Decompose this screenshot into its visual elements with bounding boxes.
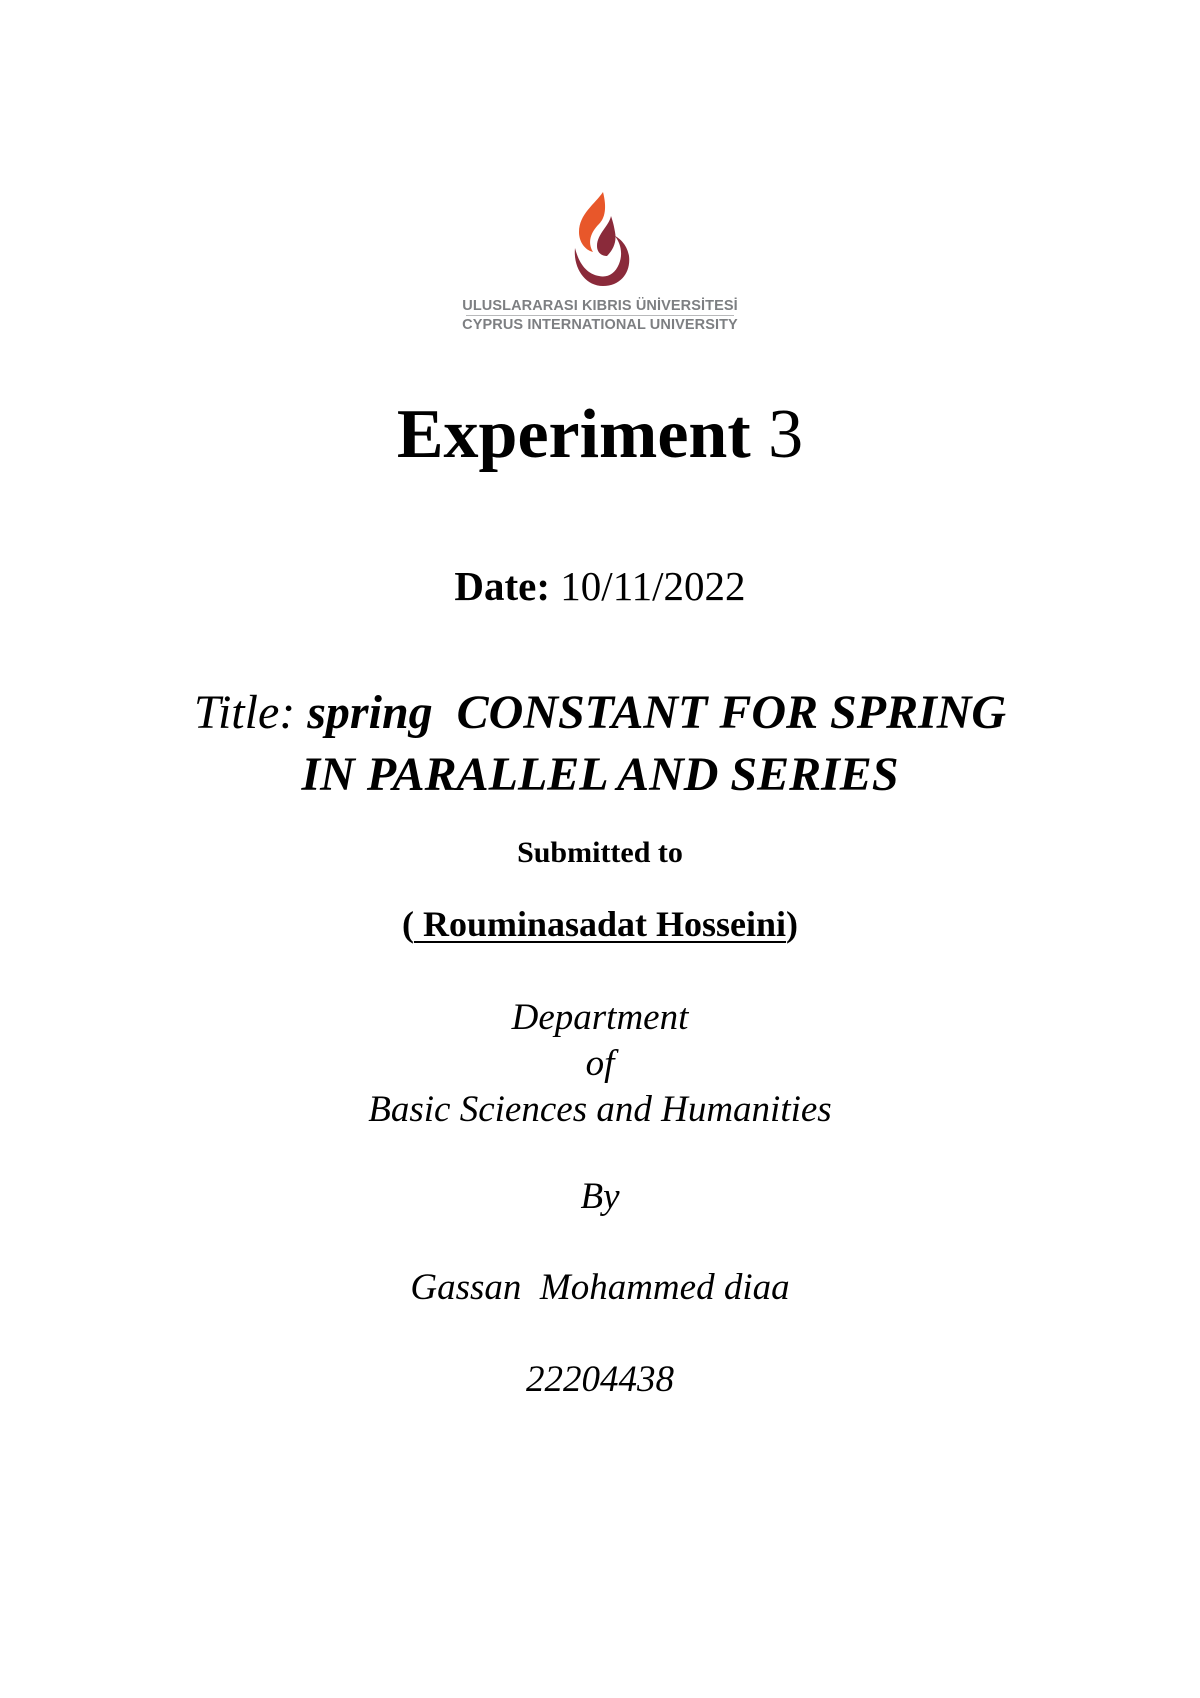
report-title [0,682,1200,806]
report-title-line-1 [0,682,1200,744]
experiment-label: Experiment [396,396,751,473]
open-paren: ( [401,904,414,944]
experiment-heading [0,395,1200,475]
close-paren: ) [786,904,799,944]
author-name: Gassan Mohammed diaa [410,1267,790,1308]
logo-text-turkish: ULUSLARARASI KIBRIS ÜNİVERSİTESİ [462,298,738,314]
date-line [0,562,1200,610]
university-logo [0,190,1200,334]
title-label: Title: [193,686,296,739]
experiment-number: 3 [768,396,804,473]
title-text-1: spring CONSTANT FOR SPRING [307,686,1007,739]
submitted-to-label: Submitted to [517,836,683,869]
student-id: 22204438 [526,1359,674,1400]
department-line-1: Department [511,997,689,1038]
date-value: 10/11/2022 [560,563,746,609]
supervisor [0,902,1200,946]
by-label: By [580,1176,620,1217]
date-label: Date: [454,563,551,609]
department-line-3: Basic Sciences and Humanities [368,1089,832,1130]
supervisor-name: Rouminasadat Hosseini [413,904,787,944]
logo-text-english: CYPRUS INTERNATIONAL UNIVERSITY [462,317,738,333]
department-block [0,995,1200,1133]
report-title-line-2: IN PARALLEL AND SERIES [301,748,899,801]
university-emblem-icon [565,190,635,295]
department-line-2: of [585,1043,615,1084]
